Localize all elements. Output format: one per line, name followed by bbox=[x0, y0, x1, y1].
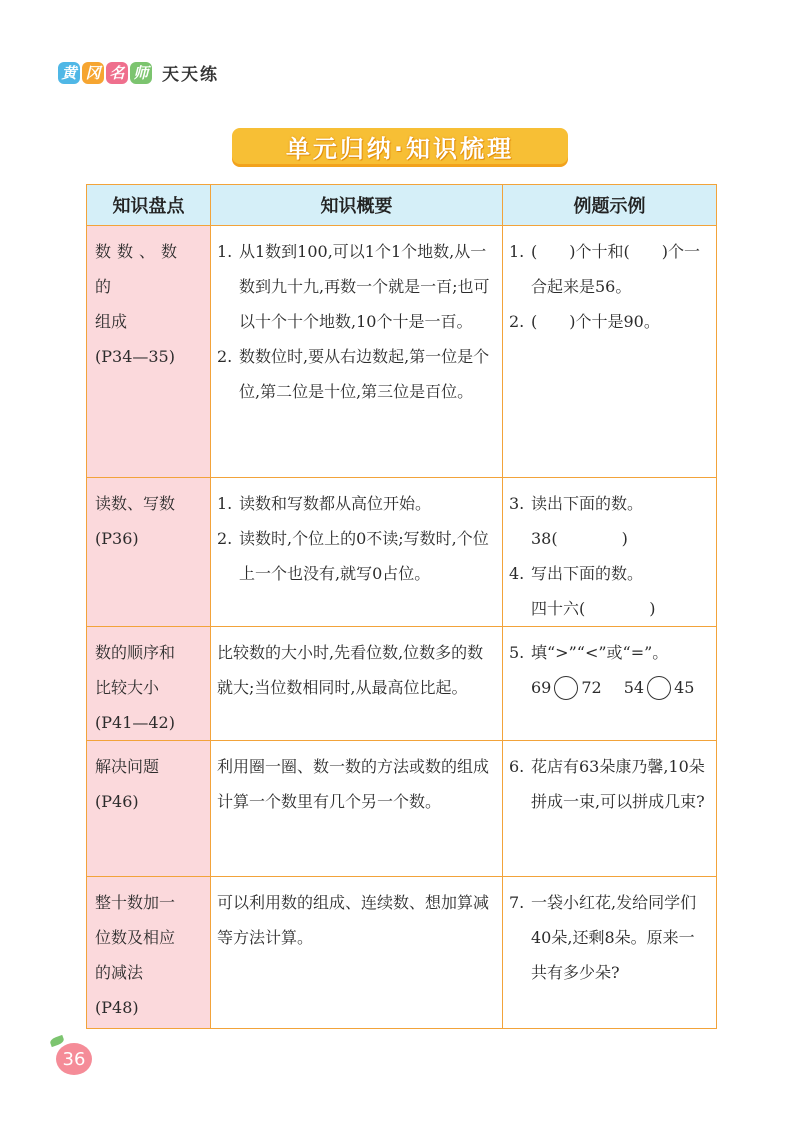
compare-number: 72 bbox=[581, 678, 602, 697]
example-cell bbox=[503, 741, 717, 877]
series-name: 天天练 bbox=[162, 65, 219, 85]
item-number: 2. bbox=[217, 529, 233, 548]
brand-logo bbox=[58, 62, 154, 84]
item-number: 2. bbox=[217, 347, 233, 366]
topic-cell bbox=[87, 478, 211, 627]
compare-number: 45 bbox=[674, 678, 695, 697]
topic-line: 位数及相应 bbox=[95, 928, 176, 947]
item-text: 填“>”“<”或“=”。 bbox=[531, 643, 669, 662]
item-text: ( )个十是90。 bbox=[531, 312, 660, 331]
summary-cell bbox=[211, 877, 503, 1029]
topic-line: 整十数加一 bbox=[95, 893, 176, 912]
summary-cell bbox=[211, 627, 503, 741]
example-item bbox=[509, 304, 710, 339]
item-text: 写出下面的数。 bbox=[531, 564, 644, 583]
column-header-summary: 知识概要 bbox=[211, 185, 503, 226]
example-item bbox=[509, 591, 710, 626]
example-cell bbox=[503, 627, 717, 741]
item-text: 数数位时,要从右边数起,第一位是个位,第二位是十位,第三位是百位。 bbox=[239, 347, 490, 401]
topic-cell bbox=[87, 226, 211, 478]
topic-line: 读数、写数 bbox=[95, 494, 176, 513]
item-text: ( )个十和( )个一合起来是56。 bbox=[531, 242, 700, 296]
item-text: 花店有63朵康乃馨,10朵拼成一束,可以拼成几束? bbox=[531, 757, 705, 811]
example-cell bbox=[503, 226, 717, 478]
page-number: 36 bbox=[56, 1043, 92, 1075]
list-item bbox=[217, 234, 496, 339]
example-item bbox=[509, 234, 710, 304]
item-number: 5. bbox=[509, 643, 525, 662]
table-row bbox=[87, 741, 717, 877]
topic-pages: (P41—42) bbox=[95, 713, 175, 732]
list-item bbox=[217, 521, 496, 591]
item-text: 四十六( ) bbox=[531, 599, 656, 618]
topic-pages: (P34—35) bbox=[95, 347, 175, 366]
topic-line: 比较大小 bbox=[95, 678, 160, 697]
item-number: 7. bbox=[509, 893, 525, 912]
item-text: 一袋小红花,发给同学们40朵,还剩8朵。原来一共有多少朵? bbox=[531, 893, 697, 982]
table-header-row bbox=[87, 185, 717, 226]
brand-char: 冈 bbox=[82, 62, 104, 84]
topic-line: 的减法 bbox=[95, 963, 144, 982]
table-row bbox=[87, 877, 717, 1029]
item-text: 38( ) bbox=[531, 529, 628, 548]
page-number-badge bbox=[56, 1037, 96, 1077]
topic-cell bbox=[87, 627, 211, 741]
item-text: 读数和写数都从高位开始。 bbox=[239, 494, 432, 513]
item-number: 6. bbox=[509, 757, 525, 776]
item-number: 1. bbox=[217, 494, 233, 513]
comparison-exercise bbox=[509, 670, 710, 705]
list-item bbox=[217, 486, 496, 521]
answer-circle[interactable] bbox=[554, 676, 578, 700]
example-item bbox=[509, 749, 710, 819]
summary-cell bbox=[211, 741, 503, 877]
example-item bbox=[509, 521, 710, 556]
example-item bbox=[509, 635, 710, 670]
topic-pages: (P48) bbox=[95, 998, 139, 1017]
item-number: 2. bbox=[509, 312, 525, 331]
summary-text: 利用圈一圈、数一数的方法或数的组成计算一个数里有几个另一个数。 bbox=[217, 757, 490, 811]
item-text: 从1数到100,可以1个1个地数,从一数到九十九,再数一个就是一百;也可以十个十个地数,10个十是一百。 bbox=[239, 242, 490, 331]
example-item bbox=[509, 885, 710, 990]
topic-cell bbox=[87, 877, 211, 1029]
answer-circle[interactable] bbox=[647, 676, 671, 700]
summary-text: 比较数的大小时,先看位数,位数多的数就大;当位数相同时,从最高位比起。 bbox=[217, 643, 484, 697]
item-text: 读数时,个位上的0不读;写数时,个位上一个也没有,就写0占位。 bbox=[239, 529, 489, 583]
topic-line: 解决问题 bbox=[95, 757, 160, 776]
topic-line: 组成 bbox=[95, 312, 128, 331]
topic-line: 数数、数的 bbox=[95, 242, 184, 296]
topic-line: 数的顺序和 bbox=[95, 643, 176, 662]
compare-number: 54 bbox=[623, 678, 645, 697]
summary-cell bbox=[211, 226, 503, 478]
table-row bbox=[87, 226, 717, 478]
section-title: 单元归纳·知识梳理 bbox=[285, 134, 515, 163]
item-number: 4. bbox=[509, 564, 525, 583]
example-item bbox=[509, 556, 710, 591]
example-cell bbox=[503, 877, 717, 1029]
topic-pages: (P46) bbox=[95, 792, 139, 811]
knowledge-table bbox=[86, 184, 717, 1029]
summary-cell bbox=[211, 478, 503, 627]
brand-char: 师 bbox=[130, 62, 152, 84]
table-row bbox=[87, 478, 717, 627]
topic-cell bbox=[87, 741, 211, 877]
topic-pages: (P36) bbox=[95, 529, 139, 548]
brand-char: 名 bbox=[106, 62, 128, 84]
item-number: 1. bbox=[509, 242, 525, 261]
table-row bbox=[87, 627, 717, 741]
compare-number: 69 bbox=[531, 678, 552, 697]
list-item bbox=[217, 339, 496, 409]
brand-header bbox=[58, 60, 219, 85]
item-number: 3. bbox=[509, 494, 525, 513]
column-header-topic: 知识盘点 bbox=[87, 185, 211, 226]
section-banner bbox=[232, 128, 568, 164]
column-header-examples: 例题示例 bbox=[503, 185, 717, 226]
example-cell bbox=[503, 478, 717, 627]
summary-text: 可以利用数的组成、连续数、想加算减等方法计算。 bbox=[217, 893, 490, 947]
brand-char: 黄 bbox=[58, 62, 80, 84]
item-text: 读出下面的数。 bbox=[531, 494, 644, 513]
item-number: 1. bbox=[217, 242, 233, 261]
example-item bbox=[509, 486, 710, 521]
